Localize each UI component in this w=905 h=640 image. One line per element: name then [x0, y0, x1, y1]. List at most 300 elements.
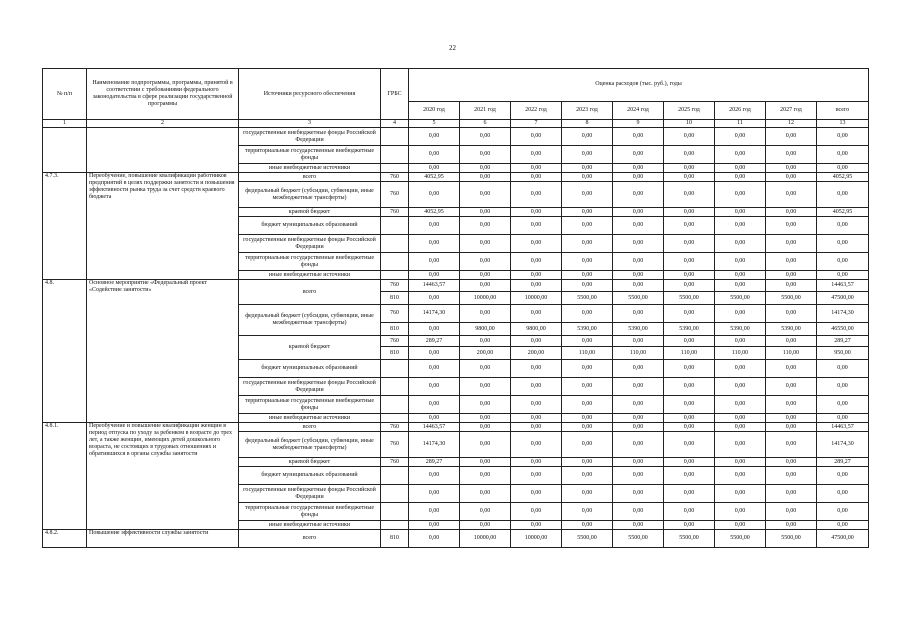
row-value: 0,00	[766, 467, 817, 485]
row-value: 0,00	[613, 423, 664, 432]
row-source: государственные внебюджетные фонды Российской Федерации	[239, 235, 381, 253]
row-value: 0,00	[766, 458, 817, 467]
row-grbs	[381, 164, 409, 173]
row-number: 4.8.2.	[43, 530, 87, 548]
row-value: 47500,00	[817, 292, 869, 305]
row-value: 0,00	[460, 173, 511, 182]
column-number: 5	[409, 120, 460, 128]
year-header: 2020 год	[409, 101, 460, 119]
row-value: 0,00	[511, 146, 562, 164]
row-grbs	[381, 146, 409, 164]
row-source: государственные внебюджетные фонды Российской Федерации	[239, 128, 381, 146]
row-number: 4.8.	[43, 280, 87, 423]
row-value: 0,00	[409, 360, 460, 378]
row-value: 0,00	[766, 280, 817, 292]
row-value: 5500,00	[664, 292, 715, 305]
row-grbs: 810	[381, 530, 409, 548]
row-value: 0,00	[664, 217, 715, 235]
table-row	[43, 128, 869, 146]
row-value: 0,00	[766, 336, 817, 347]
row-value: 5500,00	[715, 530, 766, 548]
row-value: 0,00	[511, 173, 562, 182]
row-value: 0,00	[664, 423, 715, 432]
row-value: 0,00	[460, 423, 511, 432]
row-value: 0,00	[460, 378, 511, 396]
row-value: 4052,95	[409, 208, 460, 217]
row-grbs: 760	[381, 182, 409, 208]
row-value: 0,00	[715, 414, 766, 423]
row-source: территориальные государственные внебюджетные фонды	[239, 396, 381, 414]
row-value: 0,00	[817, 360, 869, 378]
row-value: 0,00	[511, 217, 562, 235]
row-value: 0,00	[664, 396, 715, 414]
row-source: государственные внебюджетные фонды Российской Федерации	[239, 485, 381, 503]
row-value: 0,00	[817, 235, 869, 253]
row-value: 200,00	[511, 347, 562, 360]
row-grbs	[381, 485, 409, 503]
row-grbs	[381, 396, 409, 414]
year-header: 2021 год	[460, 101, 511, 119]
row-value: 9800,00	[460, 323, 511, 336]
row-value: 0,00	[766, 305, 817, 323]
row-source: иные внебюджетные источники	[239, 271, 381, 280]
column-number: 10	[664, 120, 715, 128]
row-value: 0,00	[664, 336, 715, 347]
row-value: 0,00	[460, 182, 511, 208]
row-value: 0,00	[817, 521, 869, 530]
row-value: 0,00	[715, 503, 766, 521]
row-value: 0,00	[715, 423, 766, 432]
row-value: 0,00	[409, 503, 460, 521]
row-value: 0,00	[715, 253, 766, 271]
row-value: 0,00	[511, 467, 562, 485]
row-value: 0,00	[562, 378, 613, 396]
row-grbs: 760	[381, 173, 409, 182]
row-value: 0,00	[562, 503, 613, 521]
row-value: 0,00	[460, 253, 511, 271]
row-value: 0,00	[664, 173, 715, 182]
row-value: 5500,00	[613, 530, 664, 548]
row-value: 0,00	[613, 271, 664, 280]
row-value: 4052,95	[817, 208, 869, 217]
row-value: 289,27	[817, 336, 869, 347]
row-grbs: 760	[381, 208, 409, 217]
row-value: 0,00	[409, 530, 460, 548]
row-value: 5390,00	[562, 323, 613, 336]
row-value: 0,00	[562, 485, 613, 503]
row-value: 0,00	[664, 432, 715, 458]
row-source: бюджет муниципальных образований	[239, 467, 381, 485]
row-grbs: 760	[381, 305, 409, 323]
row-value: 0,00	[511, 271, 562, 280]
row-value: 0,00	[460, 503, 511, 521]
row-grbs	[381, 360, 409, 378]
row-value: 10000,00	[511, 292, 562, 305]
row-value: 0,00	[613, 235, 664, 253]
row-value: 0,00	[715, 182, 766, 208]
row-name	[87, 128, 239, 173]
row-name: Переобучение и повышение квалификации женщин в период отпуска по уходу за ребенком в возрасте до трех лет, а также женщин, имеющих детей дошкольного возраста, не состоящих в трудовых отношениях и обратившихся в органы службы занятости	[87, 423, 239, 530]
row-value: 0,00	[460, 432, 511, 458]
row-value: 0,00	[409, 182, 460, 208]
row-source: краевой бюджет	[239, 336, 381, 360]
row-value: 110,00	[613, 347, 664, 360]
row-value: 0,00	[613, 521, 664, 530]
row-value: 0,00	[409, 235, 460, 253]
row-value: 0,00	[817, 467, 869, 485]
row-value: 0,00	[562, 217, 613, 235]
row-value: 0,00	[511, 503, 562, 521]
row-value: 0,00	[715, 128, 766, 146]
row-value: 0,00	[766, 164, 817, 173]
year-header: 2026 год	[715, 101, 766, 119]
row-value: 0,00	[460, 146, 511, 164]
row-value: 0,00	[511, 182, 562, 208]
header-source: Источники ресурсного обеспечения	[239, 69, 381, 120]
row-grbs	[381, 414, 409, 423]
row-value: 0,00	[409, 292, 460, 305]
row-value: 0,00	[409, 467, 460, 485]
row-value: 0,00	[766, 432, 817, 458]
row-value: 0,00	[511, 423, 562, 432]
year-header: 2024 год	[613, 101, 664, 119]
row-value: 0,00	[817, 128, 869, 146]
row-value: 5500,00	[664, 530, 715, 548]
row-value: 0,00	[664, 503, 715, 521]
row-value: 110,00	[664, 347, 715, 360]
row-value: 0,00	[562, 208, 613, 217]
row-value: 0,00	[460, 235, 511, 253]
year-header: всего	[817, 101, 869, 119]
row-value: 0,00	[409, 271, 460, 280]
row-value: 0,00	[511, 305, 562, 323]
row-value: 0,00	[715, 235, 766, 253]
row-value: 10000,00	[460, 292, 511, 305]
row-value: 110,00	[715, 347, 766, 360]
row-value: 0,00	[664, 128, 715, 146]
row-value: 5390,00	[664, 323, 715, 336]
row-value: 0,00	[562, 164, 613, 173]
row-value: 0,00	[715, 521, 766, 530]
row-value: 289,27	[409, 336, 460, 347]
table-row	[43, 280, 869, 292]
row-value: 0,00	[664, 208, 715, 217]
row-value: 0,00	[664, 164, 715, 173]
row-value: 0,00	[766, 253, 817, 271]
row-value: 0,00	[562, 128, 613, 146]
row-grbs	[381, 521, 409, 530]
row-value: 0,00	[766, 173, 817, 182]
row-value: 5390,00	[766, 323, 817, 336]
row-value: 0,00	[613, 128, 664, 146]
row-value: 0,00	[511, 208, 562, 217]
row-value: 0,00	[766, 182, 817, 208]
row-value: 0,00	[664, 182, 715, 208]
row-grbs: 760	[381, 336, 409, 347]
row-grbs	[381, 378, 409, 396]
row-source: федеральный бюджет (субсидии, субвенции, иные межбюджетные трансферты)	[239, 182, 381, 208]
row-value: 14463,57	[409, 280, 460, 292]
row-value: 0,00	[817, 271, 869, 280]
row-value: 0,00	[766, 521, 817, 530]
column-number: 1	[43, 120, 87, 128]
row-value: 0,00	[766, 217, 817, 235]
row-value: 5500,00	[562, 530, 613, 548]
header-no: № п/п	[43, 69, 87, 120]
row-value: 0,00	[511, 378, 562, 396]
row-value: 0,00	[766, 360, 817, 378]
row-value: 0,00	[766, 146, 817, 164]
row-value: 14174,30	[817, 432, 869, 458]
row-value: 0,00	[613, 378, 664, 396]
row-value: 0,00	[409, 485, 460, 503]
row-value: 0,00	[562, 146, 613, 164]
row-value: 0,00	[409, 146, 460, 164]
row-value: 0,00	[460, 521, 511, 530]
row-value: 0,00	[511, 396, 562, 414]
year-header: 2027 год	[766, 101, 817, 119]
row-name: Повышение эффективности службы занятости	[87, 530, 239, 548]
row-source: всего	[239, 173, 381, 182]
row-value: 0,00	[460, 271, 511, 280]
row-value: 0,00	[613, 253, 664, 271]
row-value: 0,00	[715, 396, 766, 414]
row-value: 0,00	[460, 467, 511, 485]
row-grbs: 810	[381, 347, 409, 360]
row-source: иные внебюджетные источники	[239, 414, 381, 423]
row-value: 0,00	[511, 485, 562, 503]
row-value: 5390,00	[613, 323, 664, 336]
row-source: федеральный бюджет (субсидии, субвенции, иные межбюджетные трансферты)	[239, 432, 381, 458]
row-value: 0,00	[613, 173, 664, 182]
row-source: бюджет муниципальных образований	[239, 217, 381, 235]
row-value: 0,00	[562, 305, 613, 323]
row-value: 14463,57	[409, 423, 460, 432]
row-value: 0,00	[409, 253, 460, 271]
row-value: 0,00	[409, 128, 460, 146]
row-value: 0,00	[511, 521, 562, 530]
row-value: 46550,00	[817, 323, 869, 336]
row-source: всего	[239, 280, 381, 305]
row-value: 5500,00	[715, 292, 766, 305]
row-value: 0,00	[460, 360, 511, 378]
row-value: 0,00	[562, 414, 613, 423]
row-value: 0,00	[766, 128, 817, 146]
row-value: 0,00	[766, 485, 817, 503]
row-value: 0,00	[613, 467, 664, 485]
row-value: 0,00	[766, 414, 817, 423]
row-value: 0,00	[460, 128, 511, 146]
column-number: 2	[87, 120, 239, 128]
row-source: всего	[239, 423, 381, 432]
row-value: 0,00	[817, 217, 869, 235]
row-value: 5500,00	[562, 292, 613, 305]
year-header: 2023 год	[562, 101, 613, 119]
row-value: 0,00	[460, 458, 511, 467]
row-value: 0,00	[511, 164, 562, 173]
row-value: 0,00	[562, 521, 613, 530]
row-value: 0,00	[613, 280, 664, 292]
row-value: 5500,00	[766, 292, 817, 305]
row-value: 0,00	[409, 521, 460, 530]
row-value: 0,00	[715, 146, 766, 164]
row-value: 0,00	[613, 208, 664, 217]
row-value: 0,00	[511, 128, 562, 146]
row-value: 0,00	[409, 396, 460, 414]
row-value: 4052,95	[817, 173, 869, 182]
row-value: 0,00	[766, 423, 817, 432]
row-value: 0,00	[664, 467, 715, 485]
row-value: 0,00	[817, 182, 869, 208]
row-value: 9800,00	[511, 323, 562, 336]
row-value: 0,00	[409, 323, 460, 336]
row-grbs: 810	[381, 323, 409, 336]
row-value: 0,00	[664, 378, 715, 396]
row-value: 0,00	[613, 432, 664, 458]
row-value: 289,27	[817, 458, 869, 467]
row-grbs	[381, 503, 409, 521]
row-value: 0,00	[562, 423, 613, 432]
row-value: 0,00	[715, 360, 766, 378]
row-value: 4052,95	[409, 173, 460, 182]
year-header: 2022 год	[511, 101, 562, 119]
row-value: 14174,30	[817, 305, 869, 323]
row-value: 0,00	[817, 485, 869, 503]
row-value: 0,00	[664, 458, 715, 467]
row-source: краевой бюджет	[239, 458, 381, 467]
row-value: 0,00	[460, 414, 511, 423]
row-number	[43, 128, 87, 173]
row-value: 0,00	[817, 253, 869, 271]
column-number: 4	[381, 120, 409, 128]
row-value: 0,00	[613, 396, 664, 414]
row-value: 0,00	[460, 164, 511, 173]
row-value: 0,00	[562, 467, 613, 485]
row-value: 0,00	[613, 360, 664, 378]
row-value: 0,00	[715, 280, 766, 292]
row-source: территориальные государственные внебюджетные фонды	[239, 503, 381, 521]
row-value: 14174,30	[409, 432, 460, 458]
row-value: 0,00	[460, 280, 511, 292]
row-value: 5390,00	[715, 323, 766, 336]
row-value: 0,00	[613, 164, 664, 173]
row-value: 0,00	[766, 396, 817, 414]
row-value: 110,00	[562, 347, 613, 360]
row-value: 0,00	[664, 521, 715, 530]
row-value: 0,00	[766, 503, 817, 521]
column-number: 9	[613, 120, 664, 128]
row-grbs	[381, 128, 409, 146]
row-value: 0,00	[562, 396, 613, 414]
row-value: 5500,00	[766, 530, 817, 548]
row-value: 0,00	[511, 253, 562, 271]
row-value: 0,00	[511, 235, 562, 253]
row-value: 0,00	[562, 253, 613, 271]
row-value: 0,00	[766, 208, 817, 217]
row-value: 289,27	[409, 458, 460, 467]
row-value: 0,00	[460, 485, 511, 503]
row-value: 0,00	[409, 347, 460, 360]
row-value: 0,00	[562, 336, 613, 347]
row-grbs: 760	[381, 280, 409, 292]
row-value: 0,00	[613, 182, 664, 208]
row-source: государственные внебюджетные фонды Российской Федерации	[239, 378, 381, 396]
row-grbs	[381, 271, 409, 280]
row-source: иные внебюджетные источники	[239, 164, 381, 173]
column-number: 12	[766, 120, 817, 128]
row-value: 0,00	[613, 485, 664, 503]
row-value: 0,00	[562, 271, 613, 280]
row-grbs: 760	[381, 432, 409, 458]
row-grbs	[381, 235, 409, 253]
row-source: краевой бюджет	[239, 208, 381, 217]
row-value: 0,00	[613, 305, 664, 323]
row-value: 0,00	[562, 235, 613, 253]
row-value: 0,00	[562, 280, 613, 292]
row-value: 0,00	[664, 485, 715, 503]
row-value: 0,00	[460, 336, 511, 347]
row-value: 0,00	[817, 378, 869, 396]
row-grbs: 760	[381, 458, 409, 467]
row-value: 0,00	[766, 271, 817, 280]
row-value: 0,00	[715, 164, 766, 173]
row-value: 0,00	[460, 208, 511, 217]
column-number: 6	[460, 120, 511, 128]
header-grbs: ГРБС	[381, 69, 409, 120]
row-value: 10000,00	[460, 530, 511, 548]
row-source: территориальные государственные внебюджетные фонды	[239, 146, 381, 164]
row-value: 0,00	[562, 458, 613, 467]
row-value: 0,00	[715, 217, 766, 235]
row-value: 0,00	[664, 414, 715, 423]
row-value: 0,00	[715, 485, 766, 503]
column-number-row	[43, 120, 869, 128]
row-source: иные внебюджетные источники	[239, 521, 381, 530]
row-value: 14463,57	[817, 423, 869, 432]
row-value: 0,00	[409, 414, 460, 423]
row-grbs	[381, 467, 409, 485]
row-value: 950,00	[817, 347, 869, 360]
row-number: 4.8.1.	[43, 423, 87, 530]
column-number: 8	[562, 120, 613, 128]
row-value: 0,00	[766, 378, 817, 396]
row-grbs	[381, 253, 409, 271]
row-value: 0,00	[511, 414, 562, 423]
row-source: бюджет муниципальных образований	[239, 360, 381, 378]
row-value: 0,00	[664, 235, 715, 253]
row-value: 0,00	[664, 360, 715, 378]
row-value: 0,00	[409, 164, 460, 173]
row-value: 0,00	[511, 280, 562, 292]
row-value: 0,00	[664, 271, 715, 280]
row-value: 0,00	[613, 217, 664, 235]
row-value: 0,00	[664, 280, 715, 292]
row-value: 0,00	[460, 396, 511, 414]
row-value: 0,00	[460, 305, 511, 323]
row-value: 0,00	[562, 182, 613, 208]
row-value: 0,00	[562, 173, 613, 182]
row-name: Переобучение, повышение квалификации работников предприятий в целях поддержки занятости и повышения эффективности рынка труда за счет средств краевого бюджета	[87, 173, 239, 280]
row-value: 0,00	[511, 336, 562, 347]
row-source: всего	[239, 530, 381, 548]
row-grbs: 760	[381, 423, 409, 432]
row-value: 0,00	[715, 336, 766, 347]
year-header: 2025 год	[664, 101, 715, 119]
row-value: 0,00	[817, 146, 869, 164]
expenditure-table	[42, 68, 869, 548]
column-number: 11	[715, 120, 766, 128]
table-row	[43, 423, 869, 432]
